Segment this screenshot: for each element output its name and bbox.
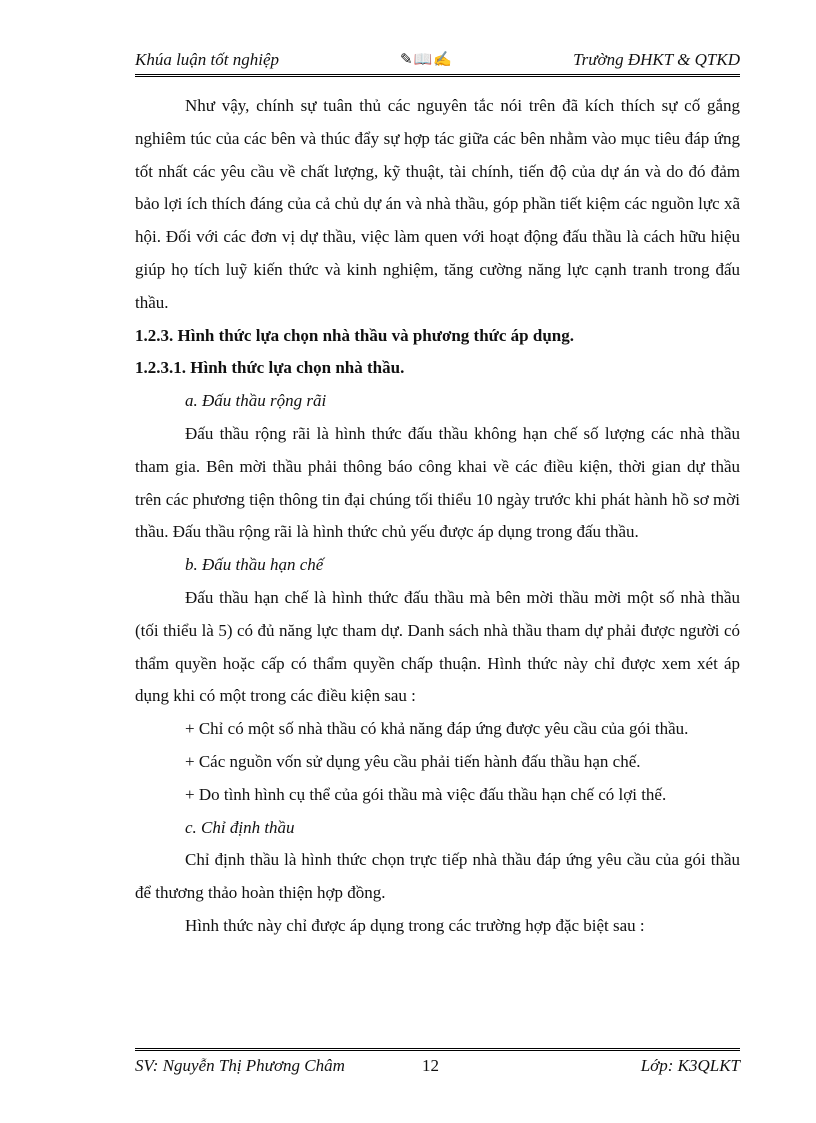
- list-item: + Chỉ có một số nhà thầu có khả năng đáp ứng được yêu cầu của gói thầu.: [185, 719, 689, 739]
- subheading-b: b. Đấu thầu hạn chế: [185, 555, 324, 575]
- book-ornament-icon: ✎📖✍: [400, 52, 453, 68]
- paragraph: Chỉ định thầu là hình thức chọn trực tiếp nhà thầu đáp ứng yêu cầu của gói thầu để thương thảo hoàn thiện hợp đồng.: [135, 850, 740, 903]
- paragraph: Hình thức này chỉ được áp dụng trong các trường hợp đặc biệt sau :: [185, 915, 645, 935]
- footer-class: Lớp: K3QLKT: [640, 1056, 740, 1075]
- footer-student: SV: Nguyễn Thị Phương Châm: [135, 1056, 345, 1075]
- subsection-heading: 1.2.3.1. Hình thức lựa chọn nhà thầu.: [135, 358, 405, 378]
- footer-rule: [135, 1048, 740, 1051]
- subheading-c: c. Chỉ định thầu: [185, 817, 295, 837]
- page-header: [135, 50, 740, 72]
- page-body: [135, 90, 740, 943]
- page-number: 12: [422, 1056, 439, 1075]
- subheading-a: a. Đấu thầu rộng rãi: [185, 391, 327, 411]
- header-university: Trường ĐHKT & QTKD: [573, 50, 740, 69]
- paragraph: Đấu thầu rộng rãi là hình thức đấu thầu không hạn chế số lượng các nhà thầu tham gia. Bên mời thầu phải thông báo công khai về các điều kiện, thời gian dự thầu trên các phương tiện thông tin đại chúng tối thiểu 10 ngày trước khi phát hành hồ sơ mời thầu. Đấu thầu rộng rãi là hình thức chủ yếu được áp dụng trong đấu thầu.: [135, 423, 740, 542]
- paragraph: Đấu thầu hạn chế là hình thức đấu thầu mà bên mời thầu mời một số nhà thầu (tối thiểu là 5) có đủ năng lực tham dự. Danh sách nhà thầu tham dự phải được người có thẩm quyền hoặc cấp có thẩm quyền chấp thuận. Hình thức này chỉ được xem xét áp dụng khi có một trong các điều kiện sau :: [135, 587, 740, 706]
- header-thesis-title: Khúa luận tốt nghiệp: [135, 50, 280, 69]
- list-item: + Các nguồn vốn sử dụng yêu cầu phải tiến hành đấu thầu hạn chế.: [185, 751, 641, 771]
- header-rule: [135, 74, 740, 77]
- page-footer: [135, 1056, 740, 1078]
- paragraph: Như vậy, chính sự tuân thủ các nguyên tắc nói trên đã kích thích sự cố gắng nghiêm túc của các bên và thúc đẩy sự hợp tác giữa các bên nhằm vào mục tiêu đáp ứng tốt nhất các yêu cầu về chất lượng, kỹ thuật, tài chính, tiến độ của dự án và do đó đảm bảo lợi ích thích đáng của cả chủ dự án và nhà thầu, góp phần tiết kiệm các nguồn lực xã hội. Đối với các đơn vị dự thầu, việc làm quen với hoạt động đấu thầu là cách hữu hiệu giúp họ tích luỹ kiến thức và kinh nghiệm, tăng cường năng lực cạnh tranh trong đấu thầu.: [135, 96, 740, 312]
- list-item: + Do tình hình cụ thể của gói thầu mà việc đấu thầu hạn chế có lợi thế.: [185, 784, 667, 804]
- section-heading: 1.2.3. Hình thức lựa chọn nhà thầu và phương thức áp dụng.: [135, 325, 574, 345]
